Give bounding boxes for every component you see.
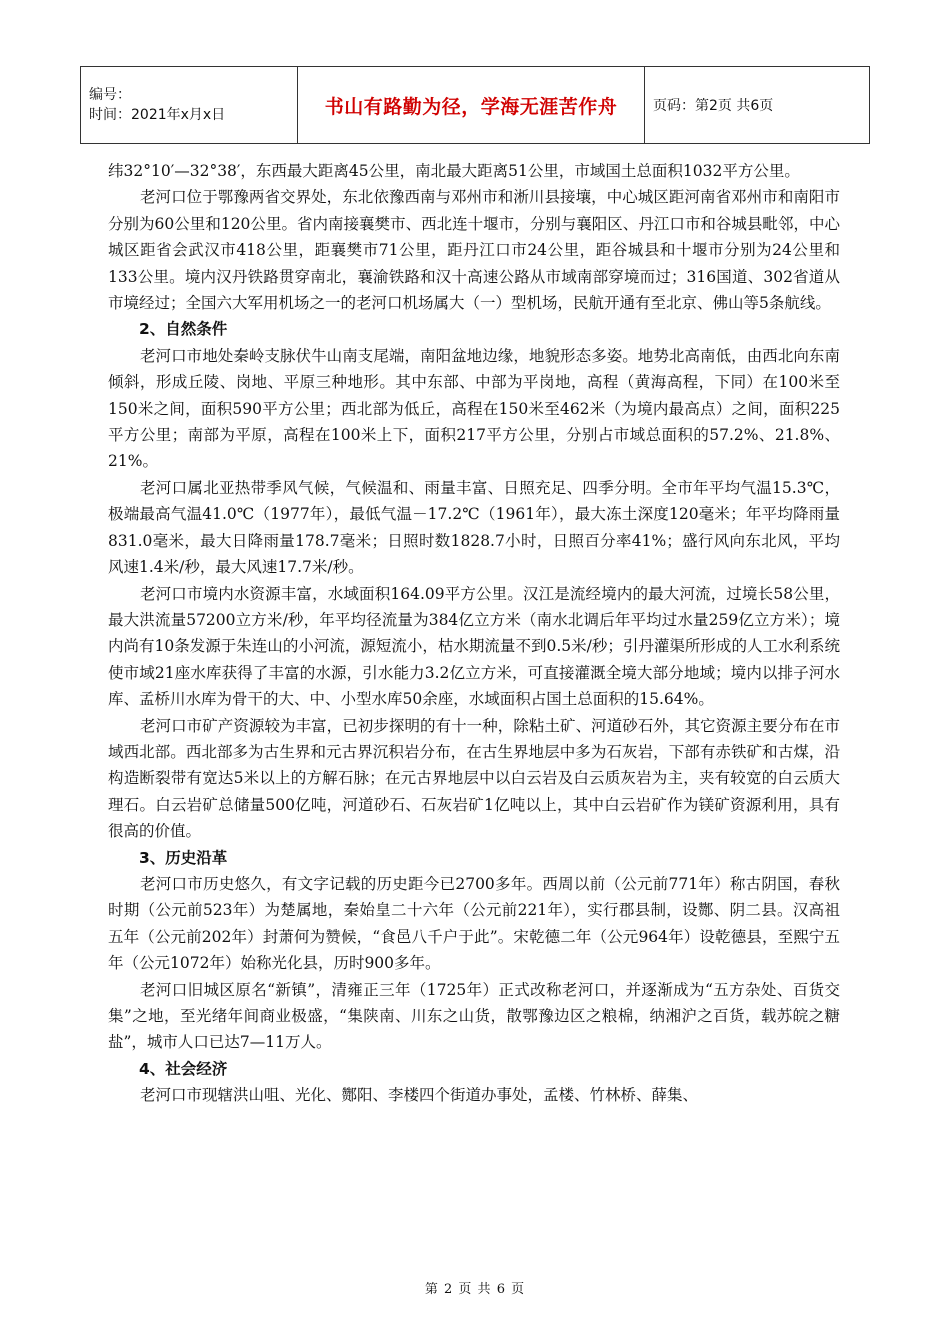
header-page-info: 页码：第2页 共6页 <box>645 67 870 144</box>
header-motto: 书山有路勤为径，学海无涯苦作舟 <box>298 67 645 144</box>
page-header <box>80 66 870 144</box>
section-heading: 2、自然条件 <box>139 320 228 339</box>
body-paragraph: 老河口位于鄂豫两省交界处，东北依豫西南与邓州市和淅川县接壤，中心城区距河南省邓州市和南阳市分别为60公里和120公里。省内南接襄樊市、西北连十堰市，分别与襄阳区、丹江口市和谷城县毗邻，中心城区距省会武汉市418公里，距襄樊市71公里，距丹江口市24公里，距谷城县和十堰市分别为24公里和133公里。境内汉丹铁路贯穿南北，襄渝铁路和汉十高速公路从市域南部穿境而过；316国道、302省道从市境经过；全国六大军用机场之一的老河口机场属大（一）型机场，民航开通有至北京、佛山等5条航线。 <box>108 188 840 313</box>
body-paragraph: 老河口市历史悠久，有文字记载的历史距今已2700多年。西周以前（公元前771年）称古阴国，春秋时期（公元前523年）为楚属地，秦始皇二十六年（公元前221年），实行郡县制，设酂、阴二县。汉高祖五年（公元前202年）封萧何为赞候，“食邑八千户于此”。宋乾德二年（公元964年）设乾德县，至熙宁五年（公元1072年）始称光化县，历时900多年。 <box>108 874 840 973</box>
body-paragraph: 老河口市现辖洪山咀、光化、酂阳、李楼四个街道办事处，孟楼、竹林桥、薛集、 <box>140 1086 699 1105</box>
document-time-label: 时间：2021年x月x日 <box>89 107 226 123</box>
body-paragraph: 老河口旧城区原名“新镇”，清雍正三年（1725年）正式改称老河口，并逐渐成为“五方杂处、百货交集”之地，至光绪年间商业极盛，“集陕南、川东之山货，散鄂豫边区之粮棉，纳湘沪之百货，载苏皖之糖盐”，城市人口已达7—11万人。 <box>108 980 840 1052</box>
body-paragraph: 老河口属北亚热带季风气候，气候温和、雨量丰富、日照充足、四季分明。全市年平均气温15.3℃，极端最高气温41.0℃（1977年），最低气温－17.2℃（1961年），最大冻土深度120毫米；年平均降雨量831.0毫米，最大日降雨量178.7毫米；日照时数1828.7小时，日照百分率41%；盛行风向东北风，平均风速1.4米/秒，最大风速17.7米/秒。 <box>108 478 840 577</box>
document-number-label: 编号： <box>89 87 131 103</box>
body-paragraph: 纬32°10′—32°38′，东西最大距离45公里，南北最大距离51公里，市域国土总面积1032平方公里。 <box>108 162 800 180</box>
body-paragraph: 老河口市矿产资源较为丰富，已初步探明的有十一种，除粘土矿、河道砂石外，其它资源主要分布在市域西北部。西北部多为古生界和元古界沉积岩分布，在古生界地层中多为石灰岩，下部有赤铁矿和古煤，沿构造断裂带有宽达5米以上的方解石脉；在元古界地层中以白云岩及白云质灰岩为主，夹有较宽的白云质大理石。白云岩矿总储量500亿吨，河道砂石、石灰岩矿1亿吨以上，其中白云岩矿作为镁矿资源利用，具有很高的价值。 <box>108 716 840 841</box>
section-heading: 4、社会经济 <box>139 1059 228 1078</box>
section-heading: 3、历史沿革 <box>139 848 228 867</box>
document-body <box>108 158 840 1109</box>
header-meta <box>81 67 298 144</box>
page-footer: 第 2 页 共 6 页 <box>424 1282 526 1297</box>
body-paragraph: 老河口市地处秦岭支脉伏牛山南支尾端，南阳盆地边缘，地貌形态多姿。地势北高南低，由西北向东南倾斜，形成丘陵、岗地、平原三种地形。其中东部、中部为平岗地，高程（黄海高程，下同）在100米至150米之间，面积590平方公里；西北部为低丘，高程在150米至462米（为境内最高点）之间，面积225平方公里；南部为平原，高程在100米上下，面积217平方公里，分别占市域总面积的57.2%、21.8%、21%。 <box>108 346 840 471</box>
body-paragraph: 老河口市境内水资源丰富，水域面积164.09平方公里。汉江是流经境内的最大河流，过境长58公里，最大洪流量57200立方米/秒，年平均径流量为384亿立方米（南水北调后年平均过水量259亿立方米）；境内尚有10条发源于朱连山的小河流，源短流小，枯水期流量不到0.5米/秒；引丹灌渠所形成的人工水利系统使市域21座水库获得了丰富的水源，引水能力3.2亿立方米，可直接灌溉全境大部分地域；境内以排子河水库、孟桥川水库为骨干的大、中、小型水库50余座，水域面积占国土总面积的15.64%。 <box>108 584 840 709</box>
